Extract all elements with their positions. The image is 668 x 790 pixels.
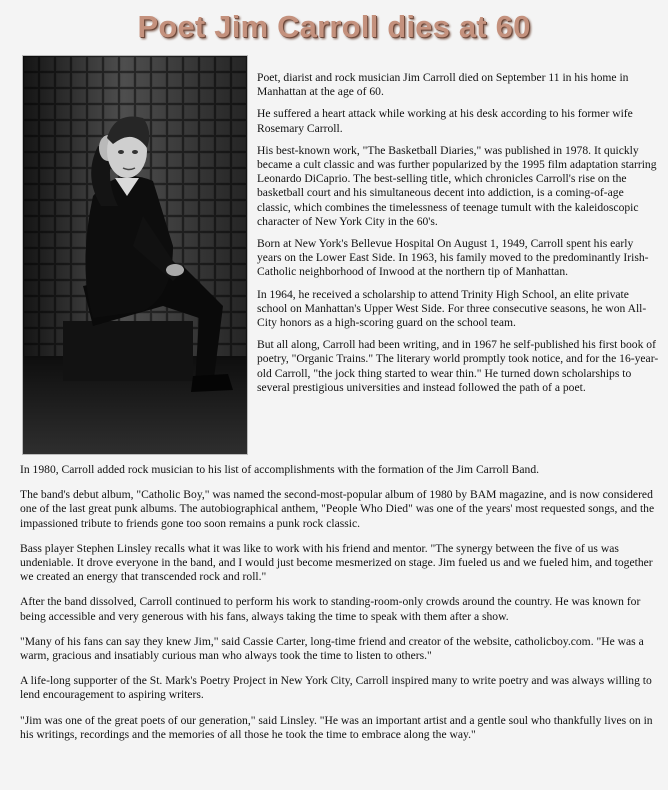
article-headline: Poet Jim Carroll dies at 60 — [137, 9, 531, 44]
article-paragraph: "Jim was one of the great poets of our generation," said Linsley. "He was an important artist and a gentle soul who thankfully lives on in his writings, recordings and the memories of all those he took the time to embrace along the way." — [20, 713, 653, 741]
article-body-column — [20, 463, 660, 753]
article-paragraph: The band's debut album, "Catholic Boy," was named the second-most-popular album of 1980 by BAM magazine, and is now considered one of the last great punk albums. The autobiographical anthem, "People Who Died" was one of the years' most requested songs, and the impassioned tribute to friends gone too soon remains a punk rock classic. — [20, 488, 655, 530]
article-paragraph: His best-known work, "The Basketball Diaries," was published in 1978. It quickly became a cult classic and was further popularized by the 1995 film adaptation starring Leonardo DiCaprio. The best-selling title, which chronicles Carroll's rise on the basketball court and his simultaneous decent into addiction, is a coming-of-age classic, which combines the timelessness of teenage tumult with the kaleidoscopic character of New York City in the 60's. — [257, 143, 657, 228]
article-paragraph: "Many of his fans can say they knew Jim," said Cassie Carter, long-time friend and creator of the website, catholicboy.com. "He was a warm, gracious and insatiably curious man who always took the time to listen to others." — [20, 634, 644, 663]
article-paragraph: After the band dissolved, Carroll continued to perform his work to standing-room-only crowds around the country. He was known for being accessible and very generous with his fans, always taking the time to speak with them after a show. — [20, 595, 641, 623]
article-paragraph: Born at New York's Bellevue Hospital On August 1, 1949, Carroll spent his early years on the Lower East Side. In 1963, his family moved to the predominantly Irish-Catholic neighborhood of Inwood at the northern tip of Manhattan. — [257, 237, 649, 279]
article-paragraph: He suffered a heart attack while working at his desk according to his former wife Rosemary Carroll. — [257, 107, 633, 135]
article-intro-column — [257, 71, 660, 403]
article-paragraph: In 1964, he received a scholarship to attend Trinity High School, an elite private school on Manhattan's Upper West Side. For three consecutive seasons, he won All-City honors as a high-scoring guard on the school team. — [257, 287, 647, 330]
article-paragraph: A life-long supporter of the St. Mark's Poetry Project in New York City, Carroll inspired many to write poetry and was always willing to lend encouragement to aspiring writers. — [20, 674, 652, 702]
portrait-photo-icon — [22, 55, 248, 455]
article-paragraph: In 1980, Carroll added rock musician to his list of accomplishments with the formation of the Jim Carroll Band. — [20, 463, 540, 476]
article-paragraph: Bass player Stephen Linsley recalls what it was like to work with his friend and mentor. "The synergy between the five of us was undeniable. It drove everyone in the band, and I would just become mesmerized on stage. Jim fueled us and we fueled him, and together we created an energy that transcended rock and roll." — [20, 541, 653, 584]
article-paragraph: Poet, diarist and rock musician Jim Carroll died on September 11 in his home in Manhattan at the age of 60. — [257, 71, 629, 99]
article-paragraph: But all along, Carroll had been writing, and in 1967 he self-published his first book of poetry, "Organic Trains." The literary world promptly took notice, and for the 16-year-old Carroll, "the jock thing started to wear thin." He turned down scholarships to several prestigious universities and instead followed the path of a poet. — [257, 338, 659, 394]
